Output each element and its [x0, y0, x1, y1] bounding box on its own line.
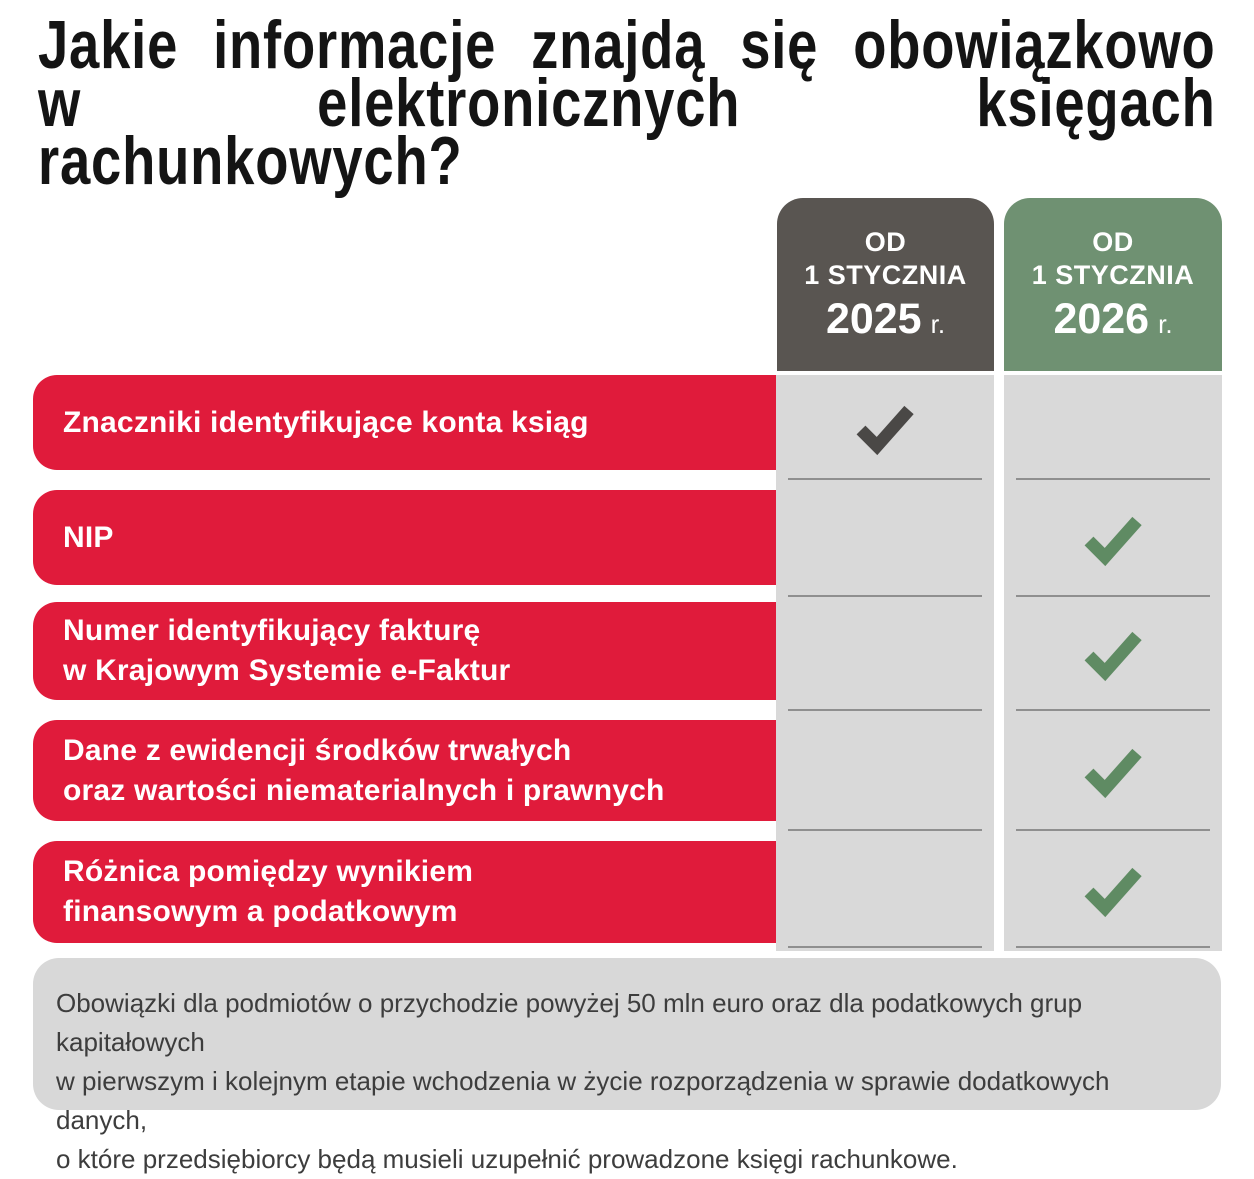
checkmark-icon [856, 404, 914, 452]
row-label-znaczniki [33, 375, 776, 470]
row-label-text: Różnica pomiędzy wynikiem [63, 855, 474, 888]
cell-2026-row-4 [1004, 711, 1222, 831]
column-header-2025 [777, 198, 994, 371]
checkmark-icon [1084, 515, 1142, 563]
row-label-text: NIP [63, 520, 114, 554]
row-label-text: w Krajowym Systemie e-Faktur [63, 654, 511, 687]
header-2026-od: OD [1092, 226, 1134, 257]
footer-note-line-3: o które przedsiębiorcy będą musieli uzupełnić prowadzone księgi rachunkowe. [56, 1144, 958, 1174]
cell-2025-row-2 [776, 480, 994, 597]
check-column-2026 [1004, 375, 1222, 951]
header-2025-year-row [826, 295, 945, 344]
header-2025-od: OD [864, 226, 907, 257]
page-title-line-2: w elektronicznych księgach rachunkowych? [38, 65, 1216, 199]
cell-2026-row-1 [1004, 375, 1222, 480]
footer-note-line-2: w pierwszym i kolejnym etapie wchodzenia w życie rozporządzenia w sprawie dodatkowych danych, [56, 1066, 1110, 1135]
footer-note-line-1: Obowiązki dla podmiotów o przychodzie powyżej 50 mln euro oraz dla podatkowych grup kapitałowych [56, 988, 1083, 1057]
row-label-nip [33, 490, 776, 585]
cell-2025-row-3 [776, 597, 994, 711]
column-header-2026 [1004, 198, 1222, 371]
checkmark-icon [1084, 747, 1142, 795]
header-2025-year-suffix: r. [930, 308, 946, 339]
header-2025-year: 2025 [825, 294, 922, 343]
cell-2025-row-1 [776, 375, 994, 480]
header-2026-year: 2026 [1053, 294, 1150, 343]
check-column-2025 [776, 375, 994, 951]
header-2026-year-row [1053, 295, 1172, 344]
cell-2025-row-5 [776, 831, 994, 948]
row-label-text: Znaczniki identyfikujące konta ksiąg [63, 405, 589, 439]
row-label-roznica [33, 841, 776, 943]
page-title-line-1: Jakie informacje znajdą się obowiązkowo [38, 7, 1216, 83]
header-2026-year-suffix: r. [1158, 308, 1173, 339]
row-divider [1016, 946, 1210, 948]
checkmark-icon [1084, 630, 1142, 678]
row-divider [788, 946, 982, 948]
header-2025-stycznia: 1 STYCZNIA [804, 259, 967, 290]
cell-2026-row-5 [1004, 831, 1222, 948]
cell-2026-row-3 [1004, 597, 1222, 711]
page-title [38, 7, 1216, 199]
row-label-ksef-numer [33, 602, 776, 700]
row-label-text: oraz wartości niematerialnych i prawnych [63, 773, 665, 807]
checkmark-icon [1084, 866, 1142, 914]
row-label-text: Numer identyfikujący fakturę [63, 614, 481, 647]
row-label-text: finansowym a podatkowym [63, 895, 458, 928]
cell-2026-row-2 [1004, 480, 1222, 597]
cell-2025-row-4 [776, 711, 994, 831]
footer-note [33, 958, 1221, 1174]
header-2026-stycznia: 1 STYCZNIA [1031, 259, 1195, 290]
row-label-ewidencja [33, 720, 776, 821]
row-label-text: Dane z ewidencji środków trwałych [63, 733, 572, 767]
